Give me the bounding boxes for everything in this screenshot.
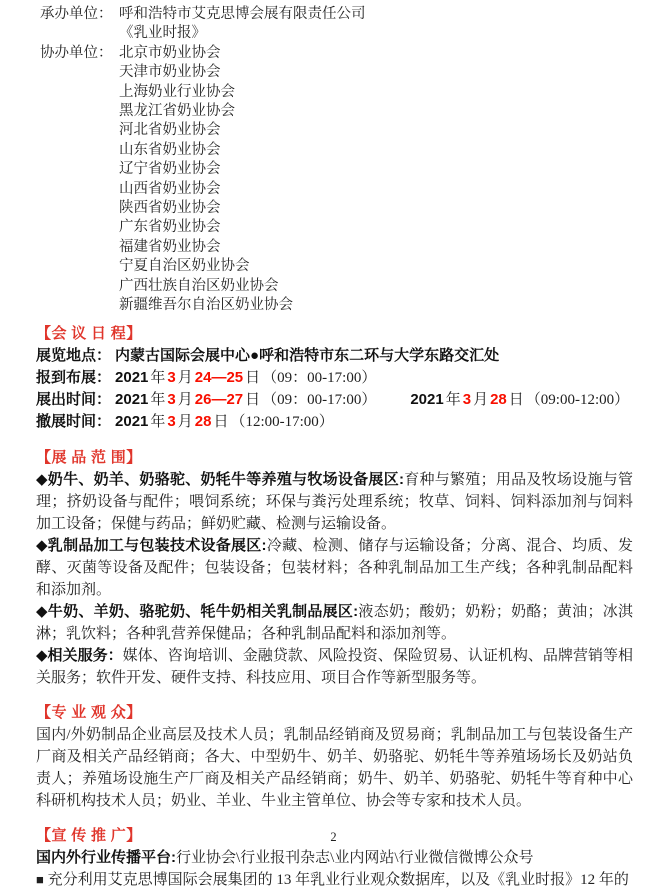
venue-text: 内蒙古国际会展中心●呼和浩特市东二环与大学东路交汇处 <box>115 346 500 364</box>
organizer-row <box>40 5 633 24</box>
organizers-block <box>40 5 633 316</box>
show-year-2: 2021 <box>410 391 444 409</box>
exhibit-paragraph <box>36 535 633 601</box>
exhibit-paragraph <box>36 645 633 689</box>
day-char: 日 <box>245 392 261 409</box>
show-days-1: 26—27 <box>194 391 244 409</box>
page-footer <box>0 830 667 845</box>
section-heading-audience: 【专 业 观 众】 <box>36 704 142 721</box>
co-organizer-row <box>40 121 633 140</box>
co-organizer-row <box>40 83 633 102</box>
co-organizer-item: 天津市奶业协会 <box>119 64 221 81</box>
co-organizer-item: 宁夏自治区奶业协会 <box>119 258 250 275</box>
show-days-2: 28 <box>490 391 507 409</box>
exhibit-lead: ◆乳制品加工与包装技术设备展区: <box>36 536 267 554</box>
move-in-row <box>36 367 633 389</box>
exhibit-lead: ◆奶牛、奶羊、奶骆驼、奶牦牛等养殖与牧场设备展区: <box>36 470 404 488</box>
organizer-row-2 <box>40 24 633 43</box>
month-char: 月 <box>473 392 489 409</box>
audience-paragraph: 国内/外奶制品企业高层及技术人员；乳制品经销商及贸易商；乳制品加工与包装设备生产厂商及相关产品经销商；各大、中型奶牛、奶羊、奶骆驼、奶牦牛等养殖场场长及奶站负责人；养殖场设施生产厂商及相关产品经销商；奶牛、奶羊、奶骆驼、奶牦牛等育种中心科研机构技术人员；奶业、羊业、牛业主管单位、协会等专家和技术人员。 <box>36 726 633 809</box>
page-number: 2 <box>330 830 337 844</box>
co-organizer-row <box>40 141 633 160</box>
move-in-year: 2021 <box>115 368 149 386</box>
month-char: 月 <box>177 369 193 386</box>
square-bullet-icon: ■ <box>36 871 44 887</box>
co-organizer-item: 上海奶业行业协会 <box>119 83 235 100</box>
co-organizer-item: 辽宁省奶业协会 <box>119 161 221 178</box>
day-char: 日 <box>508 392 524 409</box>
exhibit-paragraph <box>36 601 633 645</box>
platform-label: 国内外行业传播平台: <box>36 848 176 866</box>
audience-section <box>36 702 633 812</box>
co-organizer-item: 山西省奶业协会 <box>119 180 221 197</box>
month-char: 月 <box>177 392 193 409</box>
co-organizer-row <box>40 257 633 276</box>
show-time-2: （09:00-12:00） <box>525 392 630 409</box>
teardown-row <box>36 411 633 433</box>
co-organizer-item: 河北省奶业协会 <box>119 122 221 139</box>
teardown-days: 28 <box>194 413 212 431</box>
teardown-time: （12:00-17:00） <box>230 414 334 431</box>
show-time-1: （09：00-17:00） <box>262 392 377 409</box>
organizer-name-2: 《乳业时报》 <box>119 25 206 42</box>
move-in-time: （09：00-17:00） <box>262 369 377 386</box>
day-char: 日 <box>245 369 261 386</box>
move-in-days: 24—25 <box>194 368 244 386</box>
show-year-1: 2021 <box>115 391 149 409</box>
co-organizer-row <box>40 277 633 296</box>
co-organizer-row <box>40 44 633 63</box>
schedule-rows <box>36 345 633 434</box>
year-char: 年 <box>150 392 166 409</box>
bullet-text: 充分利用艾克思博国际会展集团的 13 年乳业行业观众数据库，以及《乳业时报》12 年的 <box>47 871 629 888</box>
venue-label: 展览地点： <box>36 346 112 364</box>
promotion-platform-line <box>36 847 633 869</box>
co-organizer-item: 广西壮族自治区奶业协会 <box>119 277 279 294</box>
exhibit-text: 育种与繁殖；用品及牧场设施与管理；挤奶设备与配件；喂饲系统；环保与粪污处理系统；牧草、饲料、饲料添加剂与饲料加工设备；保健与药品；鲜奶贮藏、检测与运输设备。 <box>36 471 633 532</box>
co-organizer-item: 广东省奶业协会 <box>119 219 221 236</box>
teardown-label: 撤展时间： <box>36 413 112 431</box>
section-heading-schedule: 【会 议 日 程】 <box>36 325 142 342</box>
co-organizer-item: 北京市奶业协会 <box>119 44 221 61</box>
day-char: 日 <box>213 414 229 431</box>
co-organizer-row <box>40 296 633 315</box>
show-time-label: 展出时间： <box>36 391 112 409</box>
teardown-month: 3 <box>167 413 176 431</box>
exhibit-lead: ◆牛奶、羊奶、骆驼奶、牦牛奶相关乳制品展区: <box>36 602 359 620</box>
section-heading-promotion: 【宣 传 推 广】 <box>36 827 142 844</box>
exhibit-text: 冷藏、检测、储存与运输设备；分离、混合、均质、发酵、灭菌等设备及配件；包装设备；包装材料；各种乳制品加工生产线；各种乳制品配料和添加剂。 <box>36 537 633 598</box>
schedule-section <box>36 323 633 434</box>
teardown-year: 2021 <box>115 413 149 431</box>
show-time-row <box>36 389 633 411</box>
co-organizer-item: 山东省奶业协会 <box>119 141 221 158</box>
section-heading-exhibits: 【展 品 范 围】 <box>36 449 142 466</box>
co-organizer-item: 新疆维吾尔自治区奶业协会 <box>119 297 293 314</box>
exhibit-paragraph <box>36 469 633 535</box>
co-organizer-row <box>40 63 633 82</box>
co-organizer-item: 陕西省奶业协会 <box>119 200 221 217</box>
show-month-1: 3 <box>167 391 176 409</box>
year-char: 年 <box>150 414 166 431</box>
co-organizer-label: 协办单位： <box>40 44 113 61</box>
co-organizer-row <box>40 102 633 121</box>
year-char: 年 <box>445 392 461 409</box>
year-char: 年 <box>150 369 166 386</box>
co-organizer-row <box>40 238 633 257</box>
venue-row <box>36 345 633 367</box>
organizer-name: 呼和浩特市艾克思博会展有限责任公司 <box>119 6 366 22</box>
move-in-label: 报到布展： <box>36 368 112 386</box>
exhibit-text: 媒体、咨询培训、金融贷款、风险投资、保险贸易、认证机构、品牌营销等相关服务；软件开发、硬件支持、科技应用、项目合作等新型服务等。 <box>36 647 633 686</box>
co-organizer-item: 黑龙江省奶业协会 <box>119 103 235 120</box>
co-organizer-row <box>40 218 633 237</box>
co-organizer-item: 福建省奶业协会 <box>119 238 221 255</box>
co-organizer-row <box>40 199 633 218</box>
co-organizer-row <box>40 180 633 199</box>
exhibit-text: 液态奶；酸奶；奶粉；奶酪；黄油；冰淇淋；乳饮料；各种乳营养保健品；各种乳制品配料和添加剂等。 <box>36 603 633 642</box>
platform-text: 行业协会\行业报刊杂志\业内网站\行业微信微博公众号 <box>176 849 534 866</box>
organizer-label: 承办单位： <box>40 6 113 22</box>
move-in-month: 3 <box>167 368 176 386</box>
promotion-bullet-line <box>36 869 633 891</box>
show-month-2: 3 <box>462 391 472 409</box>
month-char: 月 <box>177 414 193 431</box>
exhibits-section <box>36 447 633 689</box>
exhibit-lead: ◆相关服务： <box>36 646 123 664</box>
co-organizer-row <box>40 160 633 179</box>
